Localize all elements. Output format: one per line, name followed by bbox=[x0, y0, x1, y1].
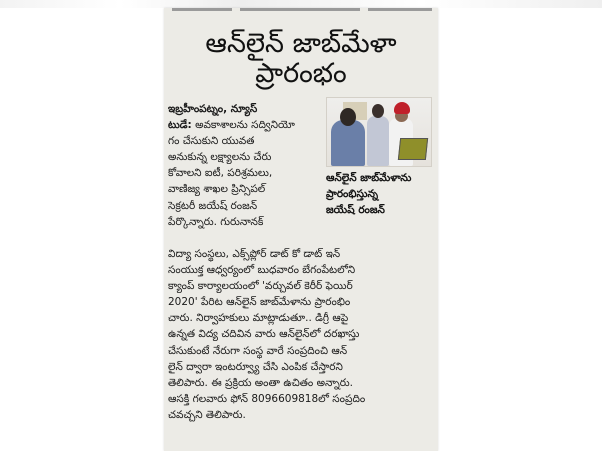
body-line: క్యాంప్ కార్యాలయంలో 'వర్చువల్ కెరీర్ ఫెయిర్ bbox=[168, 280, 353, 293]
body-line: అనుకున్న లక్ష్యాలను చేరు bbox=[168, 151, 272, 164]
article-body-narrow bbox=[168, 101, 324, 230]
body-line: కోవాలని ఐటీ, పరిశ్రమలు, bbox=[168, 167, 273, 180]
person-standing-head bbox=[372, 104, 384, 118]
body-line: చారు. నిర్వాహకులు మాట్లాడుతూ.. డిగ్రీ ఆపై bbox=[168, 312, 349, 325]
laptop bbox=[398, 138, 428, 160]
body-line: గం చేసుకుని యువత bbox=[168, 135, 255, 148]
body-line: వాణిజ్య శాఖల ప్రిన్సిపల్ bbox=[168, 183, 266, 196]
body-line: లైన్ ద్వారా ఇంటర్వ్యూ చేసి ఎంపిక చేస్తారని bbox=[168, 360, 343, 373]
body-line: విద్యా సంస్థలు, ఎక్స్‌ప్లోర్ డాట్ కో డాట్ ఇన్ bbox=[168, 248, 341, 260]
person-seated bbox=[331, 120, 365, 166]
body-line-text: అవకాశాలను సద్వినియో bbox=[195, 119, 295, 132]
body-line: ఉన్నత విద్య చదివిన వారు ఆన్‌లైన్‌లో దరఖాస్తు bbox=[168, 328, 360, 341]
body-line: 2020' పేరిట ఆన్‌లైన్ జాబ్‌మేళాను ప్రారంభిం bbox=[168, 296, 351, 309]
body-line: పేర్కొన్నారు. గురునానక్ bbox=[168, 215, 264, 228]
photo-caption bbox=[326, 170, 434, 218]
person-seated-head bbox=[340, 108, 356, 126]
caption-line: జయేష్ రంజన్ bbox=[326, 204, 385, 216]
dateline-text: ఇబ్రహీంపట్నం, న్యూస్ bbox=[168, 103, 258, 115]
newspaper-clipping bbox=[164, 8, 438, 451]
news-photo bbox=[326, 97, 432, 167]
body-line bbox=[168, 117, 324, 133]
body-line: చేసుకుంటే నేరుగా సంస్థ వారే సంప్రదించి ఆన్ bbox=[168, 344, 348, 357]
column-rule bbox=[368, 8, 432, 11]
body-line: సెక్రటరీ జయేష్ రంజన్ bbox=[168, 199, 258, 212]
body-line: తెలిపారు. ఈ ప్రక్రియ అంతా ఉచితం అన్నారు. bbox=[168, 376, 353, 389]
headline-line-1: ఆన్‌లైన్ జాబ్‌మేళా bbox=[205, 28, 397, 59]
column-rule bbox=[240, 8, 360, 11]
headline-line-2: ప్రారంభం bbox=[255, 58, 347, 89]
body-line: ఆసక్తి గలవారు ఫోన్ 8096609818లో సంప్రదిం bbox=[168, 392, 366, 405]
column-rule bbox=[172, 8, 232, 11]
person-standing bbox=[367, 116, 389, 166]
body-line: చవచ్చని తెలిపారు. bbox=[168, 408, 246, 421]
caption-line: ప్రారంభిస్తున్న bbox=[326, 188, 378, 200]
dateline bbox=[168, 101, 324, 117]
dateline-tail: టుడే: bbox=[168, 119, 192, 132]
top-edge-strip bbox=[0, 0, 602, 8]
article-body-full bbox=[168, 246, 434, 423]
caption-line: ఆన్‌లైన్ జాబ్‌మేళాను bbox=[326, 172, 412, 184]
turban bbox=[394, 102, 410, 114]
body-line: సంయుక్త ఆధ్వర్యంలో బుధవారం బేగంపేటలోని bbox=[168, 264, 356, 277]
